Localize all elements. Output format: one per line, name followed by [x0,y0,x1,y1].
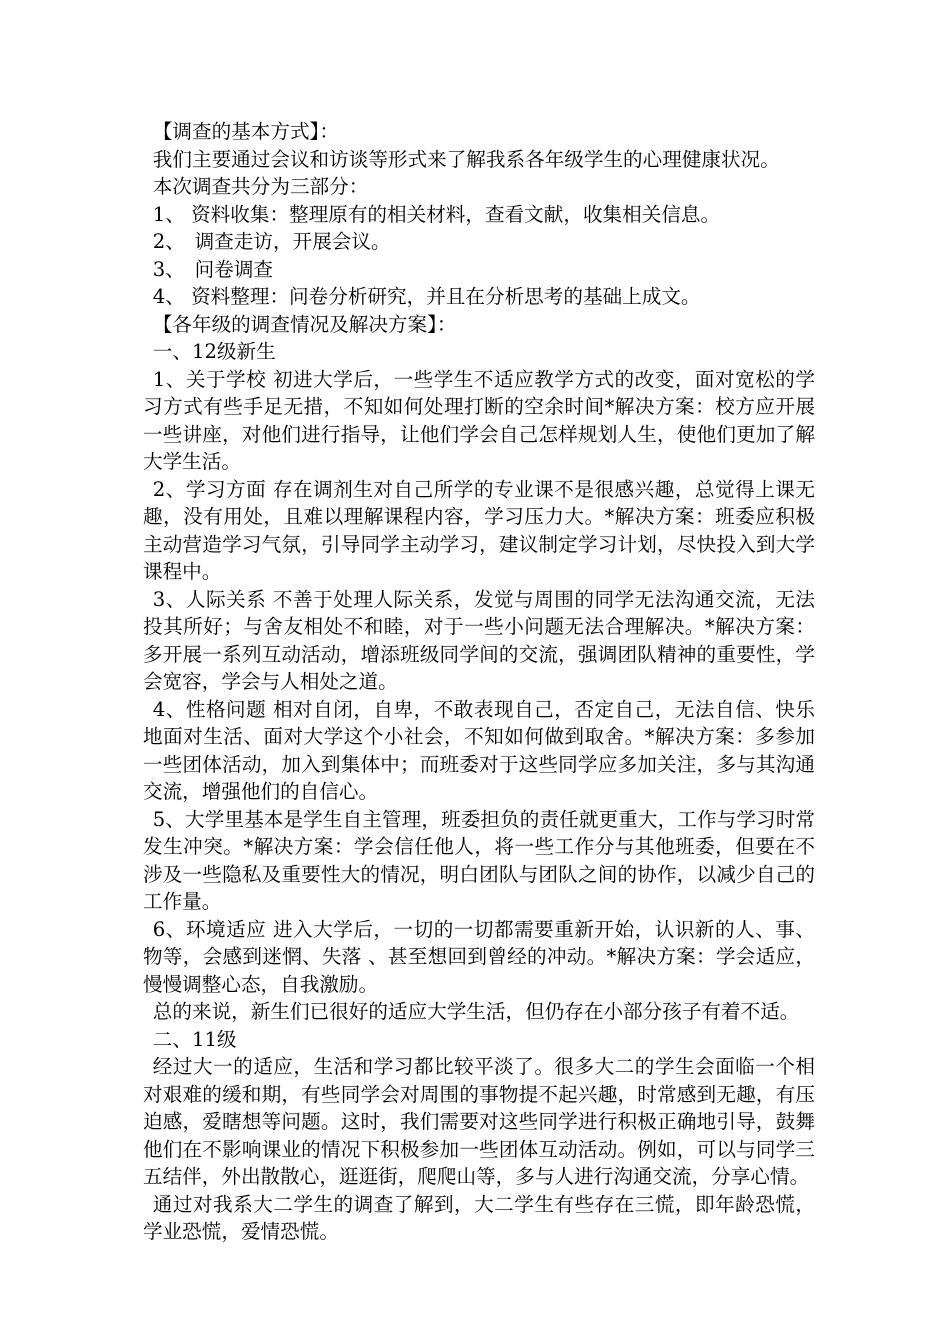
section-heading-grades: 【各年级的调查情况及解决方案】： [152,312,457,336]
paragraph-parts: 本次调查共分为三部分： [152,175,369,198]
list-item-1: 1、 资料收集：整理原有的相关材料，查看文献，收集相关信息。 [152,202,721,226]
paragraph-personality: 4、性格问题 相对自闭，自卑，不敢表现自己，否定自己，无法自信、快乐地面对生活、面对大学这个小社会，不知如何做到取舍。*解决方案：多参加一些团体活动，加入到集体中；而班委对于这些同学应多加关注，多与其沟通交流，增强他们的自信心。 [143,697,815,803]
section-heading-methods: 【调查的基本方式】： [152,120,339,143]
paragraph-survey-result: 通过对我系大二学生的调查了解到，大二学生有些存在三慌，即年龄恐慌，学业恐慌，爱情恐慌。 [143,1192,815,1243]
list-item-4: 4、 资料整理：问卷分析研究，并且在分析思考的基础上成文。 [152,285,701,308]
paragraph-school: 1、关于学校 初进大学后，一些学生不适应教学方式的改变，面对宽松的学习方式有些手足无措，不知如何处理打断的空余时间*解决方案：校方应开展一些讲座，对他们进行指导，让他们学会自己怎样规划人生，使他们更加了解大学生活。 [143,367,815,473]
paragraph-sophomore: 经过大一的适应，生活和学习都比较平淡了。很多大二的学生会面临一个相对艰难的缓和期，有些同学会对周围的事物提不起兴趣，时常感到无趣，有压迫感，爱瞎想等问题。这时，我们需要对这些同学进行积极正确地引导，鼓舞他们在不影响课业的情况下积极参加一些团体互动活动。例如，可以与同学三五结伴，外出散散心，逛逛街，爬爬山等，多与人进行沟通交流，分享心情。 [143,1055,815,1188]
paragraph-relationships: 3、人际关系 不善于处理人际关系，发觉与周围的同学无法沟通交流，无法投其所好；与舍友相处不和睦，对于一些小问题无法合理解决。*解决方案：多开展一系列互动活动，增添班级同学间的交流，强调团队精神的重要性，学会宽容，学会与人相处之道。 [143,587,815,693]
subheading-grade-12: 一、12级新生 [152,340,276,363]
list-item-3: 3、 问卷调查 [152,257,274,281]
document-body [143,118,815,1246]
paragraph-management: 5、大学里基本是学生自主管理，班委担负的责任就更重大，工作与学习时常发生冲突。*解决方案：学会信任他人，将一些工作分与其他班委，但要在不涉及一些隐私及重要性大的情况，明白团队与团队之间的协作，以减少自己的工作量。 [143,807,815,913]
list-item-2: 2、 调查走访，开展会议。 [152,230,391,253]
paragraph-study: 2、学习方面 存在调剂生对自己所学的专业课不是很感兴趣，总觉得上课无趣，没有用处，且难以理解课程内容，学习压力大。*解决方案：班委应积极主动营造学习气氛，引导同学主动学习，建议制定学习计划，尽快投入到大学课程中。 [143,477,815,583]
paragraph-summary: 总的来说，新生们已很好的适应大学生活，但仍存在小部分孩子有着不适。 [152,1000,800,1023]
paragraph-intro: 我们主要通过会议和访谈等形式来了解我系各年级学生的心理健康状况。 [152,147,780,171]
paragraph-environment: 6、环境适应 进入大学后，一切的一切都需要重新开始，认识新的人、事、物等，会感到迷惘、失落 、甚至想回到曾经的冲动。*解决方案：学会适应，慢慢调整心态，自我激励。 [143,917,815,996]
subheading-grade-11: 二、11级 [152,1027,237,1051]
